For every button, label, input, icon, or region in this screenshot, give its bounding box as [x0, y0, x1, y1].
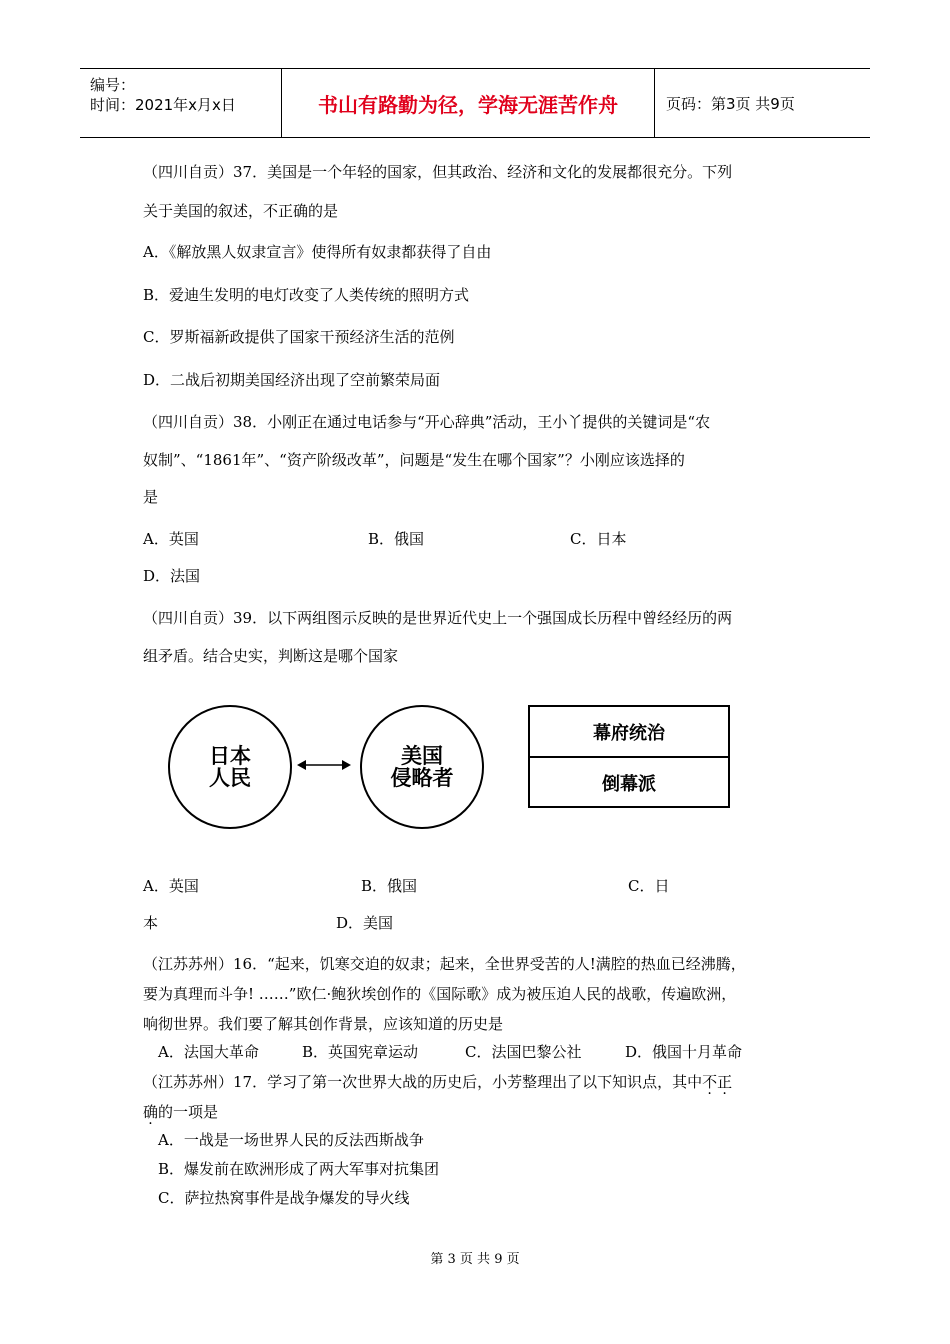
q17-stem-2: [143, 1101, 218, 1122]
q16-stem-1: （江苏苏州）16．“起来，饥寒交迫的奴隶；起来，全世界受苦的人!满腔的热血已经沸腾，: [143, 955, 746, 973]
header-motto: 书山有路勤为径，学海无涯苦作舟: [318, 92, 618, 117]
q17-stem-1: [143, 1071, 732, 1092]
circle-right-line-1: 美国: [401, 744, 443, 768]
q37-stem-2: 关于美国的叙述，不正确的是: [143, 202, 339, 220]
q37-stem-1: （四川自贡）37．美国是一个年轻的国家，但其政治、经济和文化的发展都很充分。下列: [143, 163, 733, 181]
page-footer: 第 3 页 共 9 页: [430, 1252, 520, 1267]
q16-option-d: D．俄国十月革命: [625, 1043, 743, 1061]
date-label: 时间：2021年x月x日: [90, 96, 236, 114]
header-meta: [90, 75, 236, 115]
q16-option-a: A．法国大革命: [158, 1043, 259, 1061]
q16-option-c: C．法国巴黎公社: [465, 1043, 582, 1061]
q17-option-b: B．爆发前在欧洲形成了两大军事对抗集团: [158, 1160, 440, 1178]
q38-option-a: A．英国: [143, 530, 199, 548]
q17-option-c: C．萨拉热窝事件是战争爆发的导火线: [158, 1189, 410, 1207]
q39-option-c-cont: 本: [143, 914, 159, 932]
q39-stem-1: （四川自贡）39．以下两组图示反映的是世界近代史上一个强国成长历程中曾经经历的两: [143, 609, 733, 627]
q38-option-b: B．俄国: [368, 530, 425, 548]
q38-stem-2: 奴制”、“1861年”、“资产阶级改革”，问题是“发生在哪个国家”？小刚应该选择的: [143, 451, 685, 469]
header-divider: [654, 69, 655, 137]
q37-option-a: A．《解放黑人奴隶宣言》使得所有奴隶都获得了自由: [143, 243, 492, 261]
box-top-shogunate: 幕府统治: [593, 722, 665, 744]
q16-stem-2: 要为真理而斗争! ……”欧仁·鲍狄埃创作的《国际歌》成为被压迫人民的战歌，传遍欧洲，: [143, 985, 737, 1003]
q39-option-c: C．日: [628, 877, 670, 895]
q38-stem-1: （四川自贡）38．小刚正在通过电话参与“开心辞典”活动，王小丫提供的关键词是“农: [143, 413, 711, 431]
q38-option-d: D．法国: [143, 567, 201, 585]
conflict-box: [528, 705, 730, 808]
number-label: 编号：: [90, 76, 136, 94]
q16-stem-3: 响彻世界。我们要了解其创作背景，应该知道的历史是: [143, 1015, 504, 1033]
q17-stem-1-text: （江苏苏州）17．学习了第一次世界大战的历史后，小芳整理出了以下知识点，其中: [143, 1073, 703, 1091]
q39-option-b: B．俄国: [361, 877, 418, 895]
page-info: 页码：第3页 共9页: [666, 95, 795, 113]
q39-stem-2: 组矛盾。结合史实，判断这是哪个国家: [143, 647, 399, 665]
q37-option-b: B．爱迪生发明的电灯改变了人类传统的照明方式: [143, 286, 470, 304]
double-arrow-icon: [296, 758, 352, 772]
circle-japan-people: [168, 705, 292, 829]
page-header: [80, 68, 870, 138]
q17-stem-2-text: 的一项是: [158, 1103, 219, 1121]
circle-left-line-2: 人民: [209, 766, 251, 790]
circle-left-line-1: 日本: [209, 744, 251, 768]
circle-right-line-2: 侵略者: [390, 766, 454, 790]
emphasis-char-que: 确: [143, 1103, 159, 1121]
emphasis-char-zheng: 正: [717, 1073, 733, 1091]
q37-option-d: D．二战后初期美国经济出现了空前繁荣局面: [143, 371, 441, 389]
q17-option-a: A．一战是一场世界人民的反法西斯战争: [158, 1131, 424, 1149]
q38-option-c: C．日本: [570, 530, 627, 548]
q37-option-c: C．罗斯福新政提供了国家干预经济生活的范例: [143, 328, 455, 346]
q16-option-b: B．英国宪章运动: [302, 1043, 419, 1061]
emphasis-char-bu: 不: [702, 1073, 718, 1091]
circle-us-invaders: [360, 705, 484, 829]
q38-stem-3: 是: [143, 488, 159, 506]
q39-option-d: D．美国: [336, 914, 394, 932]
q39-option-a: A．英国: [143, 877, 199, 895]
box-bottom-anti-shogunate: 倒幕派: [530, 756, 728, 807]
